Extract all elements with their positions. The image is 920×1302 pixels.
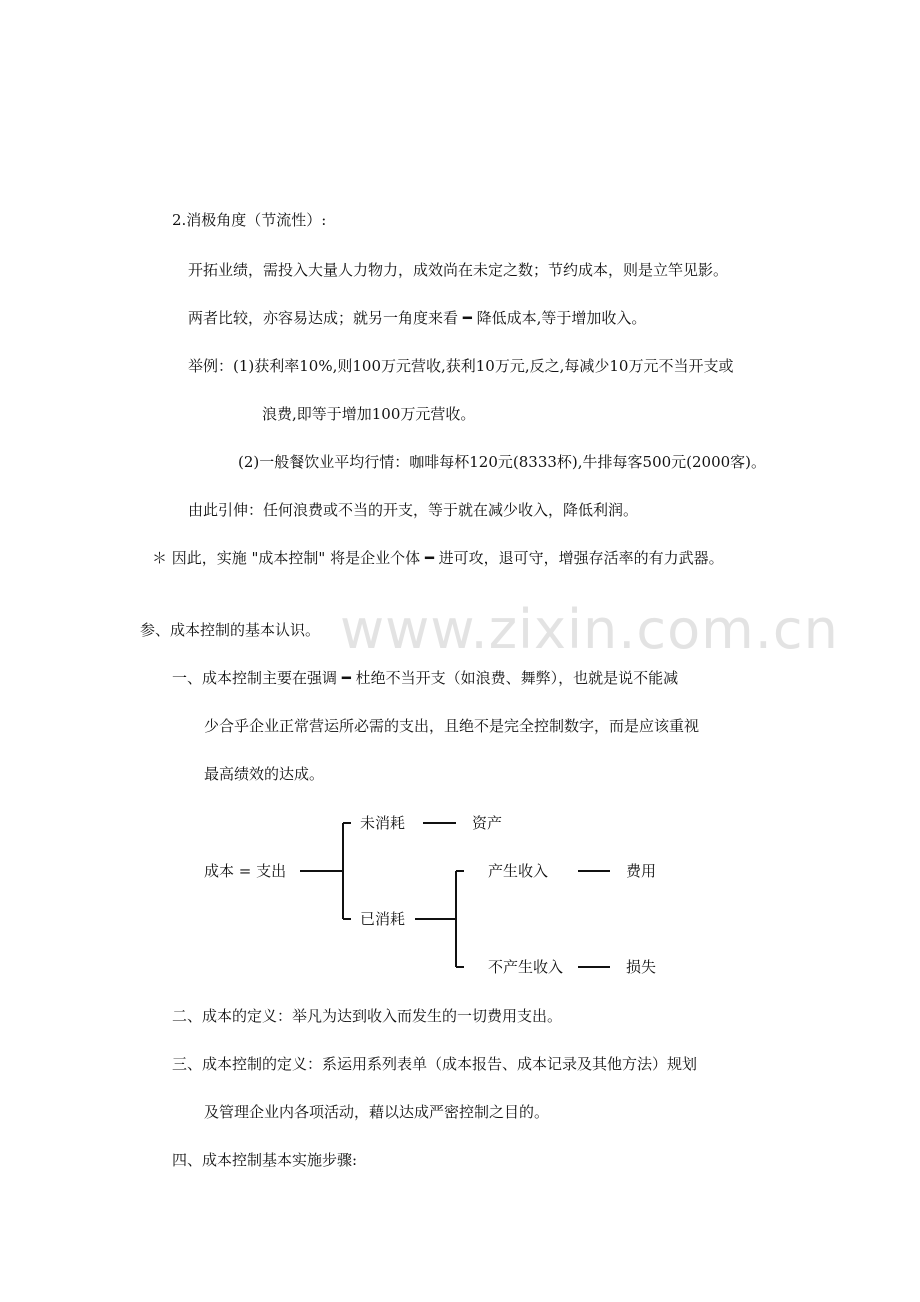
paragraph-3: 由此引伸：任何浪费或不当的开支，等于就在减少收入，降低利润。 — [188, 501, 639, 519]
example-1-line-2: 浪费,即等于增加100万元营收。 — [262, 405, 476, 423]
diagram-node-no-income: 不产生收入 — [488, 958, 564, 976]
diagram-root-cost-equals-expenditure: 成本 = 支出 — [204, 862, 287, 880]
item-1-line-3: 最高绩效的达成。 — [204, 765, 325, 783]
paragraph-1: 开拓业绩，需投入大量人力物力，成效尚在未定之数；节约成本，则是立竿见影。 — [188, 261, 729, 279]
example-1-line-1: 举例：(1)获利率10%,则100万元营收,获利10万元,反之,每减少10万元不当开支或 — [188, 357, 734, 375]
paragraph-2: 两者比较，亦容易达成；就另一角度来看 ━ 降低成本,等于增加收入。 — [188, 309, 647, 327]
example-2: (2)一般餐饮业平均行情：咖啡每杯120元(8333杯),牛排每客500元(2000客)。 — [238, 453, 767, 471]
watermark: www.zixin.com.cn — [340, 598, 839, 661]
item-2: 二、成本的定义：举凡为达到收入而发生的一切费用支出。 — [172, 1007, 563, 1025]
diagram-node-loss: 损失 — [626, 958, 657, 976]
diagram-node-consumed: 已消耗 — [360, 910, 406, 928]
item-4: 四、成本控制基本实施步骤: — [172, 1151, 358, 1169]
paragraph-4: ＊ 因此，实施 "成本控制" 将是企业个体 ━ 进可攻，退可守，增强存活率的有力武器。 — [152, 549, 724, 567]
section-2-title: 2.消极角度（节流性）: — [172, 211, 327, 229]
item-3-line-2: 及管理企业内各项活动，藉以达成严密控制之目的。 — [204, 1103, 550, 1121]
item-1-line-2: 少合乎企业正常营运所必需的支出，且绝不是完全控制数字，而是应该重视 — [204, 717, 700, 735]
section-3-title: 参、成本控制的基本认识。 — [140, 621, 321, 639]
diagram-node-expense: 费用 — [626, 862, 657, 880]
item-3-line-1: 三、成本控制的定义：系运用系列表单（成本报告、成本记录及其他方法）规划 — [172, 1055, 698, 1073]
diagram-node-unconsumed: 未消耗 — [360, 814, 406, 832]
item-1-line-1: 一、成本控制主要在强调 ━ 杜绝不当开支（如浪费、舞弊），也就是说不能减 — [172, 669, 679, 687]
diagram-node-asset: 资产 — [472, 814, 503, 832]
diagram-node-produce-income: 产生收入 — [488, 862, 549, 880]
